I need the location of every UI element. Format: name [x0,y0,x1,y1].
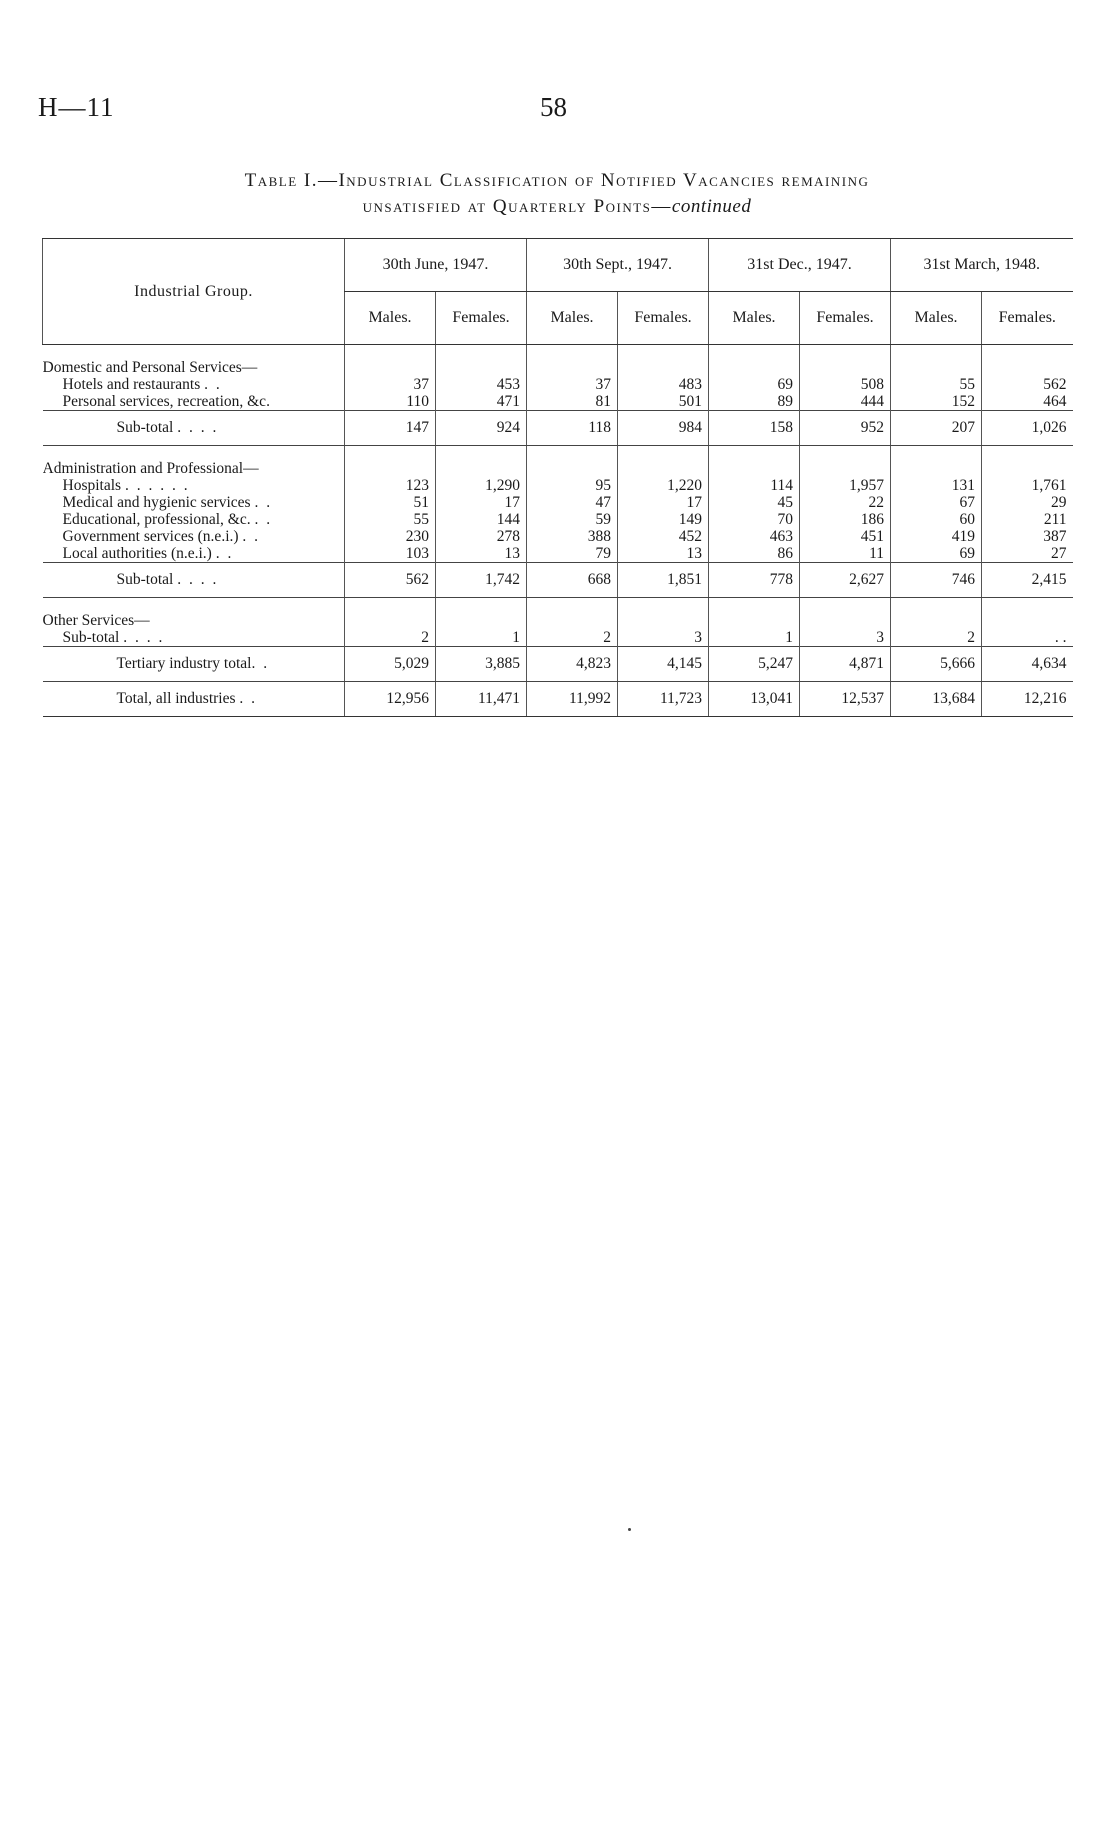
value-cell: 17 [436,494,527,511]
value-cell: 3 [800,629,891,647]
value-cell: 69 [891,545,982,563]
subtotal-label: Sub-total . . . . [43,563,345,598]
row-label: Personal services, recreation, &c. [62,393,270,410]
value-cell: 147 [345,411,436,446]
value-cell: 59 [527,511,618,528]
value-cell: 508 [800,376,891,393]
page-identifier: H—11 [38,92,115,122]
value-cell: 51 [345,494,436,511]
subtotal-label: Sub-total . . . . [62,629,165,646]
value-cell: 114 [709,477,800,494]
value-cell: 12,537 [800,682,891,717]
value-cell: 207 [891,411,982,446]
value-cell: 67 [891,494,982,511]
value-cell: 13 [618,545,709,563]
value-cell: 11,471 [436,682,527,717]
row-label: Local authorities (n.e.i.) . . [62,545,234,562]
value-cell: 22 [800,494,891,511]
value-cell: 562 [345,563,436,598]
value-cell: 1,220 [618,477,709,494]
value-cell: 11 [800,545,891,563]
value-cell: 79 [527,545,618,563]
value-cell: 562 [982,376,1073,393]
value-cell: 81 [527,393,618,411]
table-title-line-2 [60,194,1054,220]
value-cell: 110 [345,393,436,411]
group-heading-row [43,612,1073,629]
value-cell: 13 [436,545,527,563]
period-header: 30th Sept., 1947. [527,239,709,292]
value-cell: 131 [891,477,982,494]
value-cell: 158 [709,411,800,446]
females-header: Females. [800,292,891,345]
table-title [60,168,1054,220]
value-cell: 4,145 [618,647,709,682]
table-row [43,528,1073,545]
industrial-group-header: Industrial Group. [43,239,345,345]
females-header: Females. [982,292,1073,345]
group-heading-row [43,460,1073,477]
value-cell: 103 [345,545,436,563]
value-cell: 5,666 [891,647,982,682]
row-label: Educational, professional, &c. . . [62,511,273,528]
table-title-line-2-text: unsatisfied at Quarterly Points— [362,196,672,217]
value-cell: 29 [982,494,1073,511]
table-row [43,393,1073,411]
value-cell: 1 [436,629,527,647]
value-cell: 37 [345,376,436,393]
subtotal-row [43,629,1073,647]
subtotal-label: Sub-total . . . . [43,411,345,446]
group-heading-row [43,359,1073,376]
value-cell: 453 [436,376,527,393]
males-header: Males. [345,292,436,345]
period-header: 31st Dec., 1947. [709,239,891,292]
value-cell: 47 [527,494,618,511]
group-heading: Other Services— [42,612,150,629]
value-cell: 149 [618,511,709,528]
vacancies-table [42,238,1073,717]
value-cell: 1,026 [982,411,1073,446]
row-label: Government services (n.e.i.) . . [62,528,261,545]
group-heading: Domestic and Personal Services— [42,359,258,376]
value-cell: 11,992 [527,682,618,717]
value-cell: 4,871 [800,647,891,682]
value-cell: 95 [527,477,618,494]
value-cell: 984 [618,411,709,446]
table-row [43,477,1073,494]
value-cell: 387 [982,528,1073,545]
value-cell: 444 [800,393,891,411]
value-cell: 501 [618,393,709,411]
value-cell: 1,742 [436,563,527,598]
grand-total-label: Total, all industries . . [43,682,345,717]
value-cell: 2,415 [982,563,1073,598]
stray-ink-mark [628,1528,631,1531]
value-cell: 152 [891,393,982,411]
value-cell: 4,823 [527,647,618,682]
value-cell: 746 [891,563,982,598]
value-cell: 3,885 [436,647,527,682]
tertiary-total-row [43,647,1073,682]
value-cell: 1,851 [618,563,709,598]
value-cell: 1,957 [800,477,891,494]
value-cell: 452 [618,528,709,545]
value-cell: 5,029 [345,647,436,682]
row-label: Medical and hygienic services . . [62,494,273,511]
subtotal-row [43,411,1073,446]
value-cell: 2 [891,629,982,647]
table-row [43,511,1073,528]
value-cell: 70 [709,511,800,528]
value-cell: . . [982,629,1073,647]
table-title-line-1: Table I.—Industrial Classification of Notified Vacancies remaining [244,170,870,191]
value-cell: 1 [709,629,800,647]
group-heading: Administration and Professional— [42,460,259,477]
males-header: Males. [527,292,618,345]
value-cell: 1,290 [436,477,527,494]
page-number: 58 [540,92,567,122]
value-cell: 1,761 [982,477,1073,494]
value-cell: 668 [527,563,618,598]
value-cell: 13,684 [891,682,982,717]
value-cell: 89 [709,393,800,411]
value-cell: 463 [709,528,800,545]
value-cell: 3 [618,629,709,647]
value-cell: 5,247 [709,647,800,682]
value-cell: 45 [709,494,800,511]
value-cell: 464 [982,393,1073,411]
value-cell: 12,216 [982,682,1073,717]
table-row [43,376,1073,393]
period-header: 31st March, 1948. [891,239,1073,292]
females-header: Females. [618,292,709,345]
value-cell: 13,041 [709,682,800,717]
value-cell: 778 [709,563,800,598]
value-cell: 952 [800,411,891,446]
value-cell: 144 [436,511,527,528]
value-cell: 419 [891,528,982,545]
value-cell: 924 [436,411,527,446]
value-cell: 27 [982,545,1073,563]
header-periods-row [43,239,1073,292]
period-header: 30th June, 1947. [345,239,527,292]
value-cell: 12,956 [345,682,436,717]
value-cell: 4,634 [982,647,1073,682]
row-label: Hospitals . . . . . . [62,477,190,494]
value-cell: 388 [527,528,618,545]
table-row [43,545,1073,563]
value-cell: 451 [800,528,891,545]
value-cell: 230 [345,528,436,545]
value-cell: 118 [527,411,618,446]
value-cell: 17 [618,494,709,511]
males-header: Males. [709,292,800,345]
table-title-continued: continued [671,196,752,217]
table-row [43,494,1073,511]
value-cell: 55 [891,376,982,393]
value-cell: 69 [709,376,800,393]
value-cell: 278 [436,528,527,545]
value-cell: 86 [709,545,800,563]
value-cell: 211 [982,511,1073,528]
value-cell: 123 [345,477,436,494]
value-cell: 483 [618,376,709,393]
value-cell: 2 [345,629,436,647]
value-cell: 11,723 [618,682,709,717]
males-header: Males. [891,292,982,345]
subtotal-row [43,563,1073,598]
value-cell: 55 [345,511,436,528]
value-cell: 186 [800,511,891,528]
tertiary-total-label: Tertiary industry total. . [43,647,345,682]
value-cell: 2 [527,629,618,647]
value-cell: 37 [527,376,618,393]
value-cell: 471 [436,393,527,411]
females-header: Females. [436,292,527,345]
value-cell: 60 [891,511,982,528]
value-cell: 2,627 [800,563,891,598]
grand-total-row [43,682,1073,717]
row-label: Hotels and restaurants . . [62,376,222,393]
